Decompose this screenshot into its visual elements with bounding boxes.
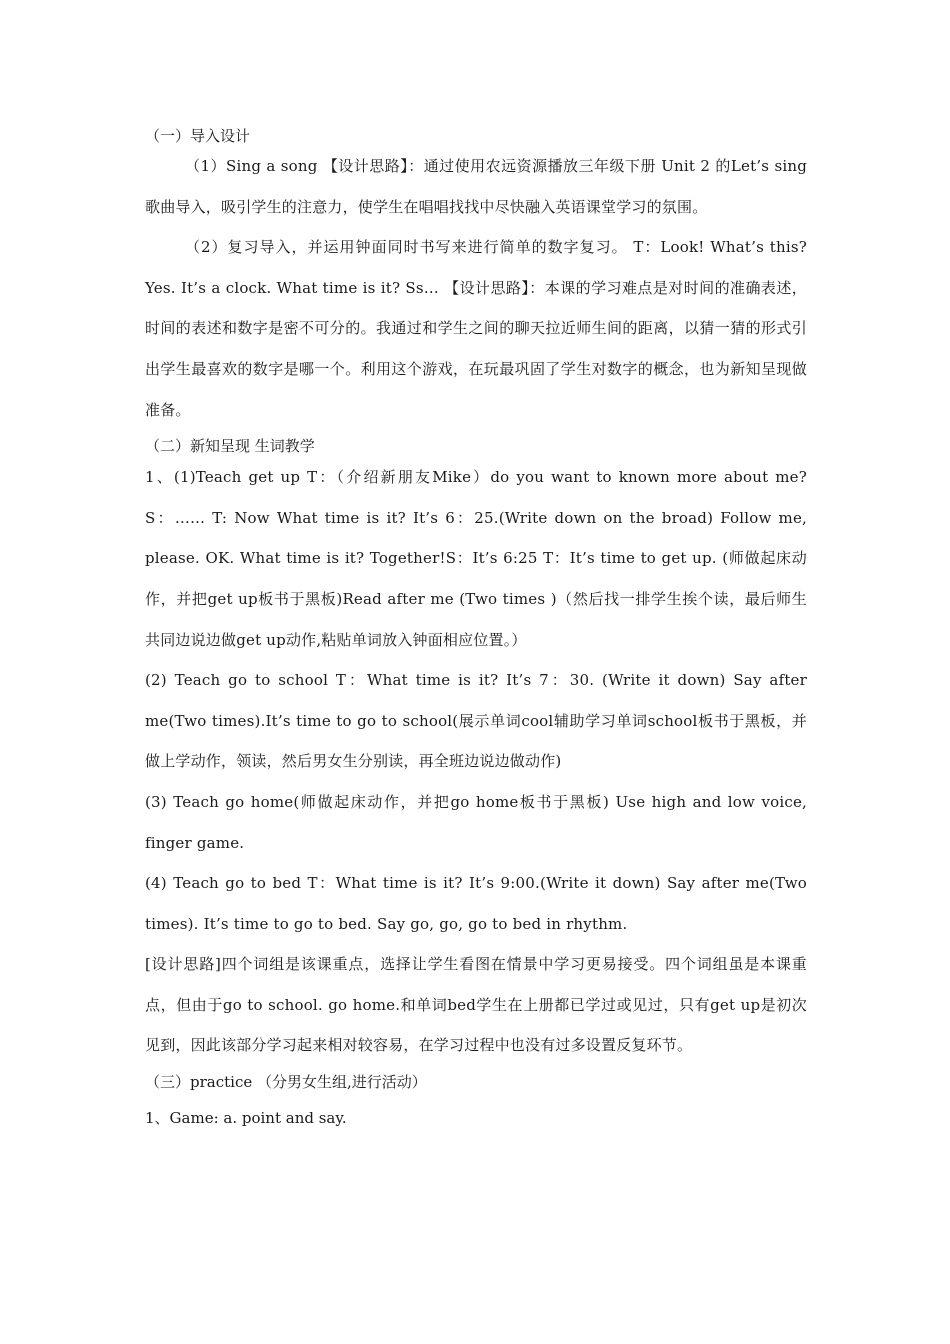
practice-game-item: 1、Game: a. point and say. <box>145 1109 347 1128</box>
paragraph-teach-go-to-bed: (4) Teach go to bed T：What time is it? It’s 9:00.(Write it down) Say after me(Two times). It’s time to go to bed. Say go, go, go to bed in rhythm. <box>145 874 807 933</box>
section-heading-practice: （三）practice （分男女生组,进行活动） <box>145 1073 427 1092</box>
document-page <box>145 118 807 1128</box>
paragraph-teach-go-home: (3) Teach go home(师做起床动作，并把go home板书于黑板) Use high and low voice, finger game. <box>145 792 807 852</box>
paragraph-review-intro: （2）复习导入，并运用钟面同时书写来进行简单的数字复习。 T：Look! What’s this? Yes. It’s a clock. What time is it? Ss… 【设计思路】：本课的学习难点是对时间的准确表述，时间的表述和数字是密不可分的。我通过和学生之间的聊天拉近师生间的距离，以猜一猜的形式引出学生最喜欢的数字是哪一个。利用这个游戏，在玩最巩固了学生对数字的概念，也为新知呈现做准备。 <box>145 238 807 419</box>
section-heading-new-words: （二）新知呈现 生词教学 <box>145 437 315 456</box>
paragraph-teach-go-to-school: (2) Teach go to school T：What time is it? It’s 7：30. (Write it down) Say after me(Two times).It’s time to go to school(展示单词cool辅助学习单词school板书于黑板，并做上学动作，领读，然后男女生分别读，再全班边说边做动作) <box>145 671 807 771</box>
paragraph-teach-get-up: 1、(1)Teach get up T：（介绍新朋友Mike）do you want to known more about me? S：…… T: Now What time is it? It’s 6：25.(Write down on the broad) Follow me, please. OK. What time is it? Together!S：It’s 6:25 T：It’s time to get up. (师做起床动作，并把get up板书于黑板)Read after me (Two times )（然后找一排学生挨个读，最后师生共同边说边做get up动作,粘贴单词放入钟面相应位置。） <box>145 468 807 649</box>
paragraph-sing-a-song: （1）Sing a song 【设计思路】：通过使用农远资源播放三年级下册 Unit 2 的Let’s sing歌曲导入，吸引学生的注意力，使学生在唱唱找找中尽快融入英语课堂学习的氛围。 <box>145 157 807 216</box>
section-heading-intro: （一）导入设计 <box>145 127 251 145</box>
paragraph-design-notes: [设计思路]四个词组是该课重点，选择让学生看图在情景中学习更易接受。四个词组虽是本课重点，但由于go to school. go home.和单词bed学生在上册都已学过或见过，只有get up是初次见到，因此该部分学习起来相对较容易，在学习过程中也没有过多设置反复环节。 <box>145 955 807 1055</box>
